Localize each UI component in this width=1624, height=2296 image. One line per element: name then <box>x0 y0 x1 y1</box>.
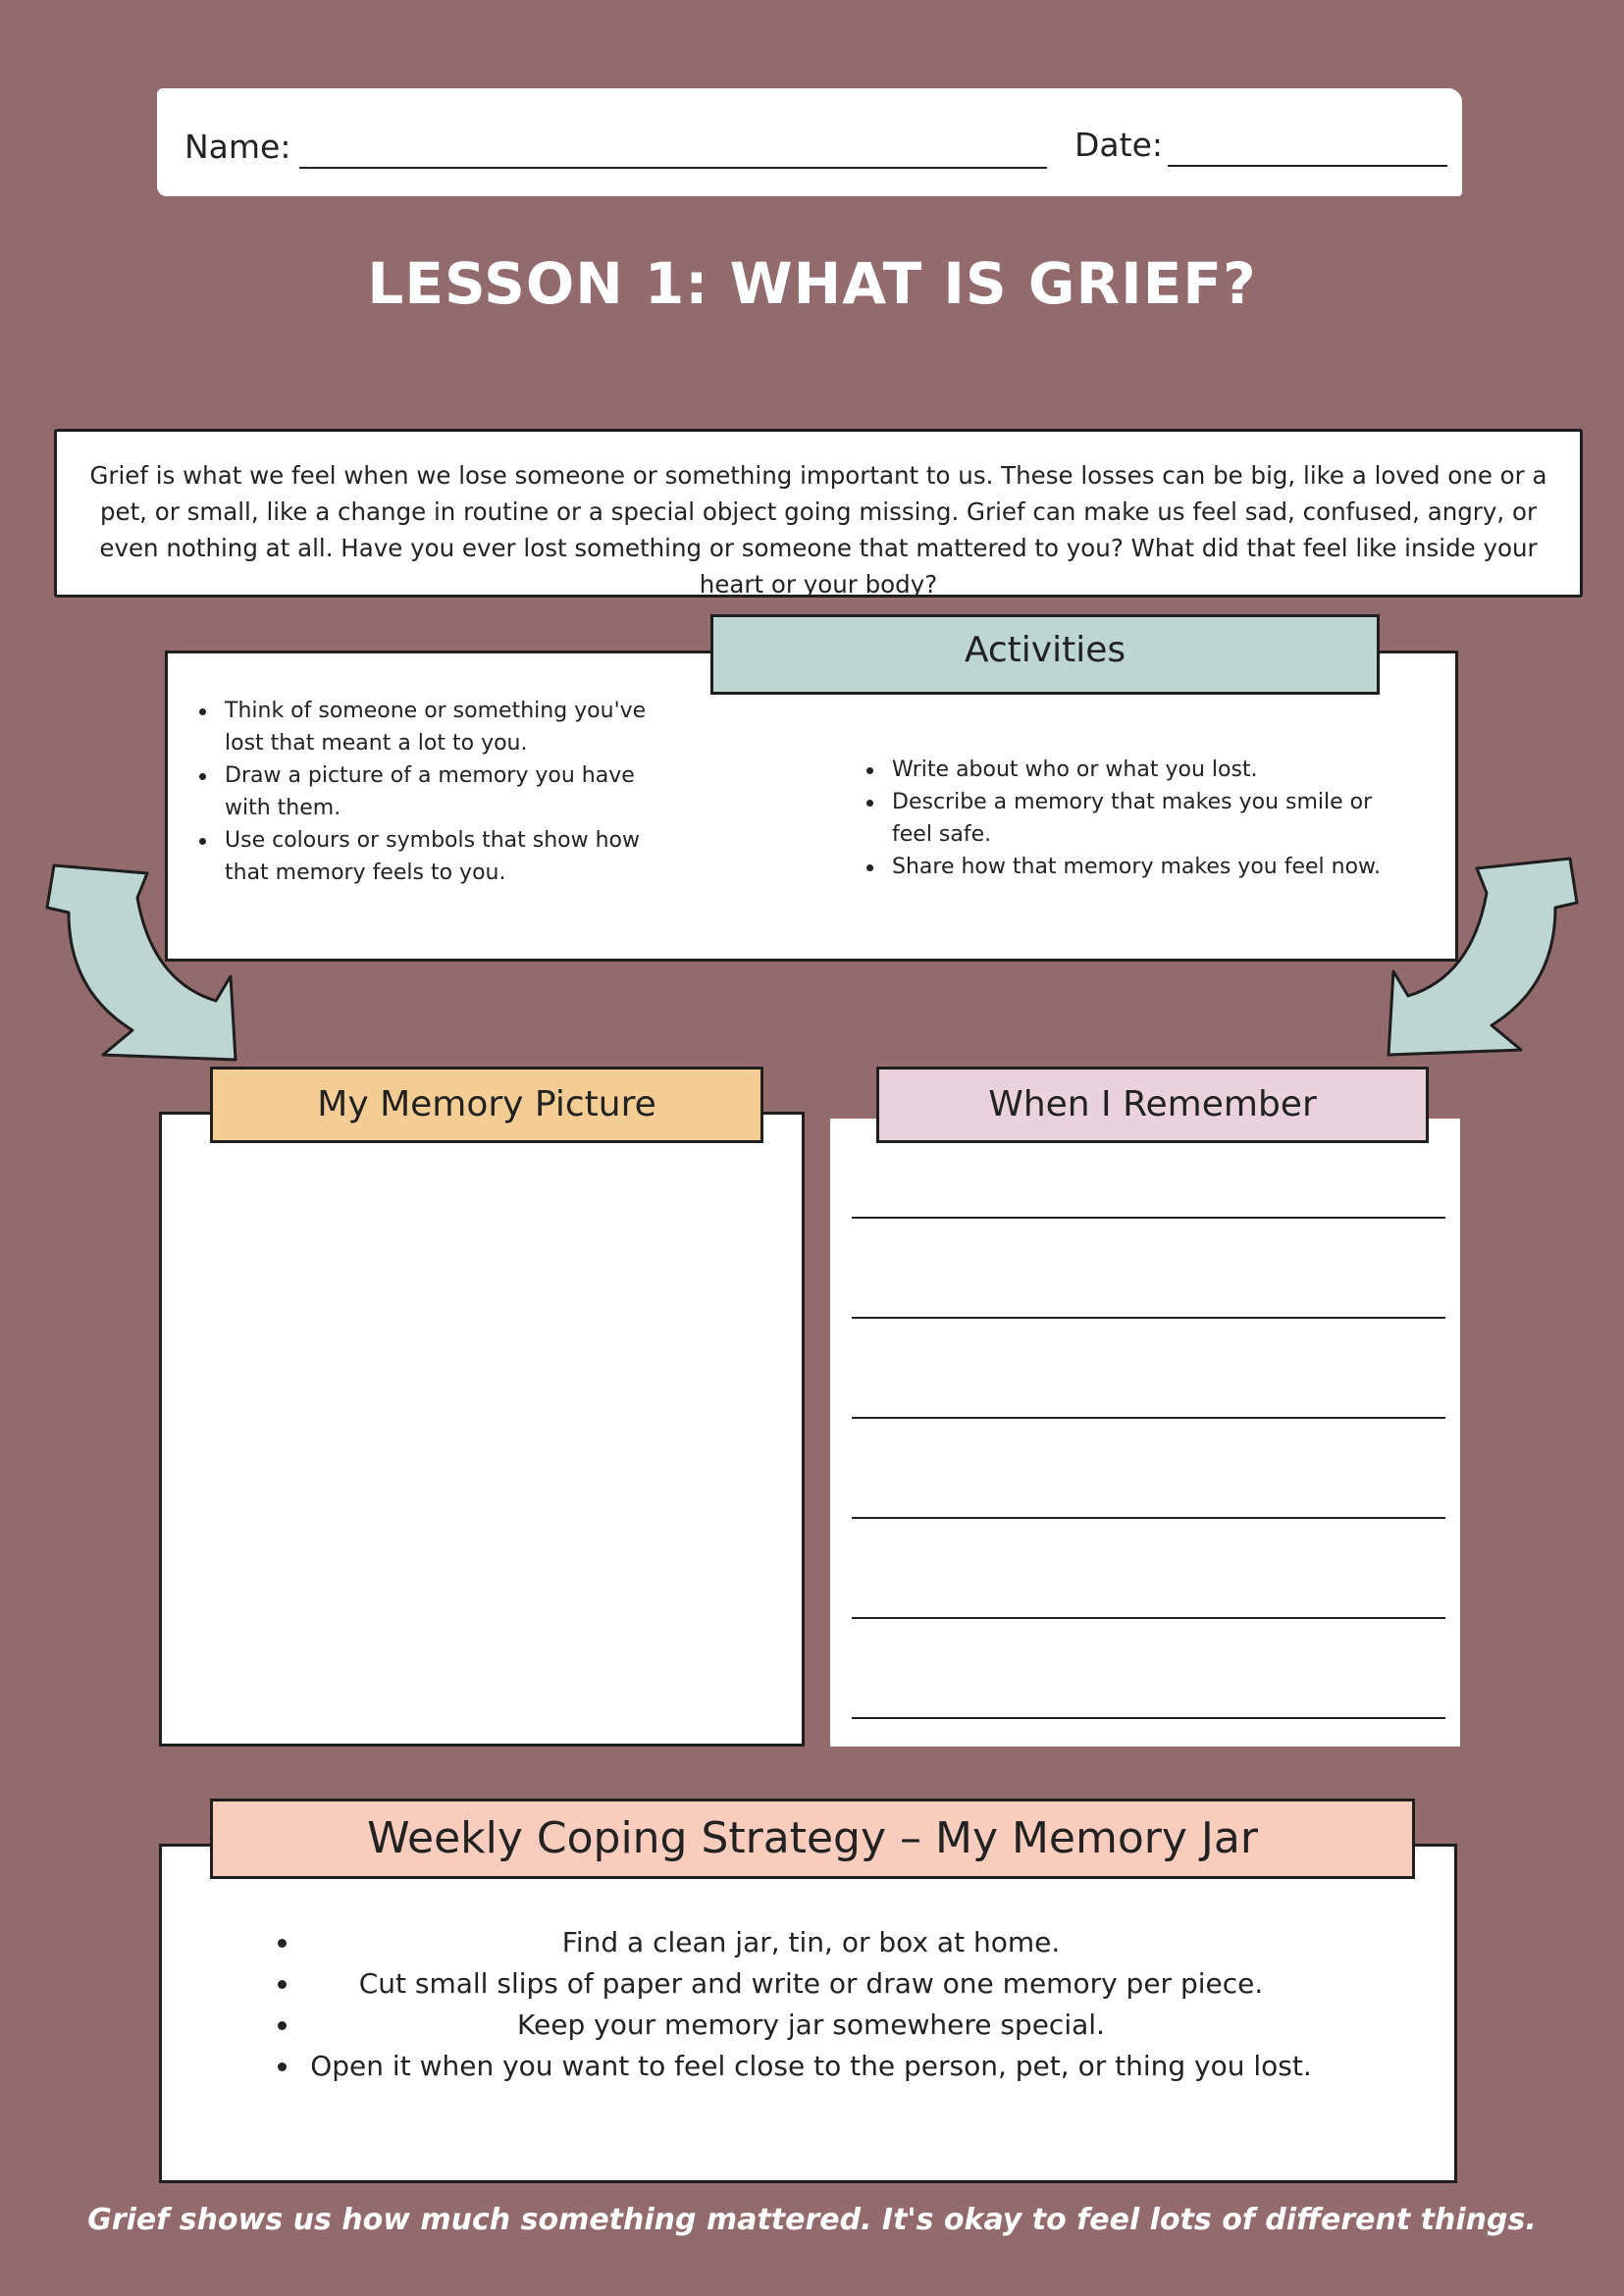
bullet-icon <box>278 2021 287 2030</box>
activities-right-list <box>863 754 1412 883</box>
writing-line[interactable] <box>852 1517 1445 1519</box>
bullet-icon <box>278 1980 287 1989</box>
activities-box <box>165 651 1458 962</box>
bullet-icon <box>278 2062 287 2071</box>
memory-picture-area[interactable] <box>159 1112 805 1747</box>
list-item: Think of someone or something you've lost that meant a lot to you. <box>195 695 676 759</box>
list-item-text: Open it when you want to feel close to the person, pet, or thing you lost. <box>310 2050 1312 2082</box>
name-field[interactable] <box>299 167 1047 169</box>
coping-list <box>162 1922 1460 2087</box>
writing-line[interactable] <box>852 1317 1445 1319</box>
list-item-text: Cut small slips of paper and write or draw one memory per piece. <box>358 1967 1264 2000</box>
list-item-text: Find a clean jar, tin, or box at home. <box>561 1926 1061 1958</box>
list-item: Draw a picture of a memory you have with them. <box>195 759 676 824</box>
writing-line[interactable] <box>852 1717 1445 1719</box>
memory-picture-title: My Memory Picture <box>210 1067 763 1143</box>
list-item <box>162 2005 1460 2046</box>
intro-text: Grief is what we feel when we lose someone or something important to us. These losses can be big, like a loved one or a pet, or small, like a change in routine or a special object going missing. Grief can make us feel sad, confused, angry, or even nothing at all. Have you ever lost something or someone that mattered to you? What did that feel like inside your heart or your body? <box>54 429 1583 598</box>
writing-line[interactable] <box>852 1217 1445 1219</box>
list-item: Use colours or symbols that show how that memory feels to you. <box>195 824 676 889</box>
list-item <box>162 1963 1460 2005</box>
when-remember-title: When I Remember <box>876 1067 1429 1143</box>
activities-left-list <box>195 695 676 889</box>
writing-line[interactable] <box>852 1617 1445 1619</box>
footer-message: Grief shows us how much something mattered. It's okay to feel lots of different things. <box>87 2203 1537 2237</box>
when-remember-area <box>830 1119 1460 1747</box>
bullet-icon <box>278 1939 287 1948</box>
list-item-text: Keep your memory jar somewhere special. <box>517 2009 1105 2041</box>
list-item <box>162 1922 1460 1963</box>
date-label: Date: <box>1074 126 1163 164</box>
writing-line[interactable] <box>852 1417 1445 1419</box>
activities-title: Activities <box>710 614 1380 695</box>
coping-strategy-title: Weekly Coping Strategy – My Memory Jar <box>210 1799 1415 1879</box>
name-label: Name: <box>184 128 291 166</box>
list-item: Describe a memory that makes you smile or feel safe. <box>863 786 1412 851</box>
date-field[interactable] <box>1168 165 1447 167</box>
coping-strategy-box <box>159 1844 1457 2183</box>
name-date-strip <box>157 88 1462 196</box>
list-item: Share how that memory makes you feel now. <box>863 851 1412 883</box>
lesson-title: LESSON 1: WHAT IS GRIEF? <box>367 250 1257 317</box>
list-item: Write about who or what you lost. <box>863 754 1412 786</box>
list-item <box>162 2046 1460 2087</box>
